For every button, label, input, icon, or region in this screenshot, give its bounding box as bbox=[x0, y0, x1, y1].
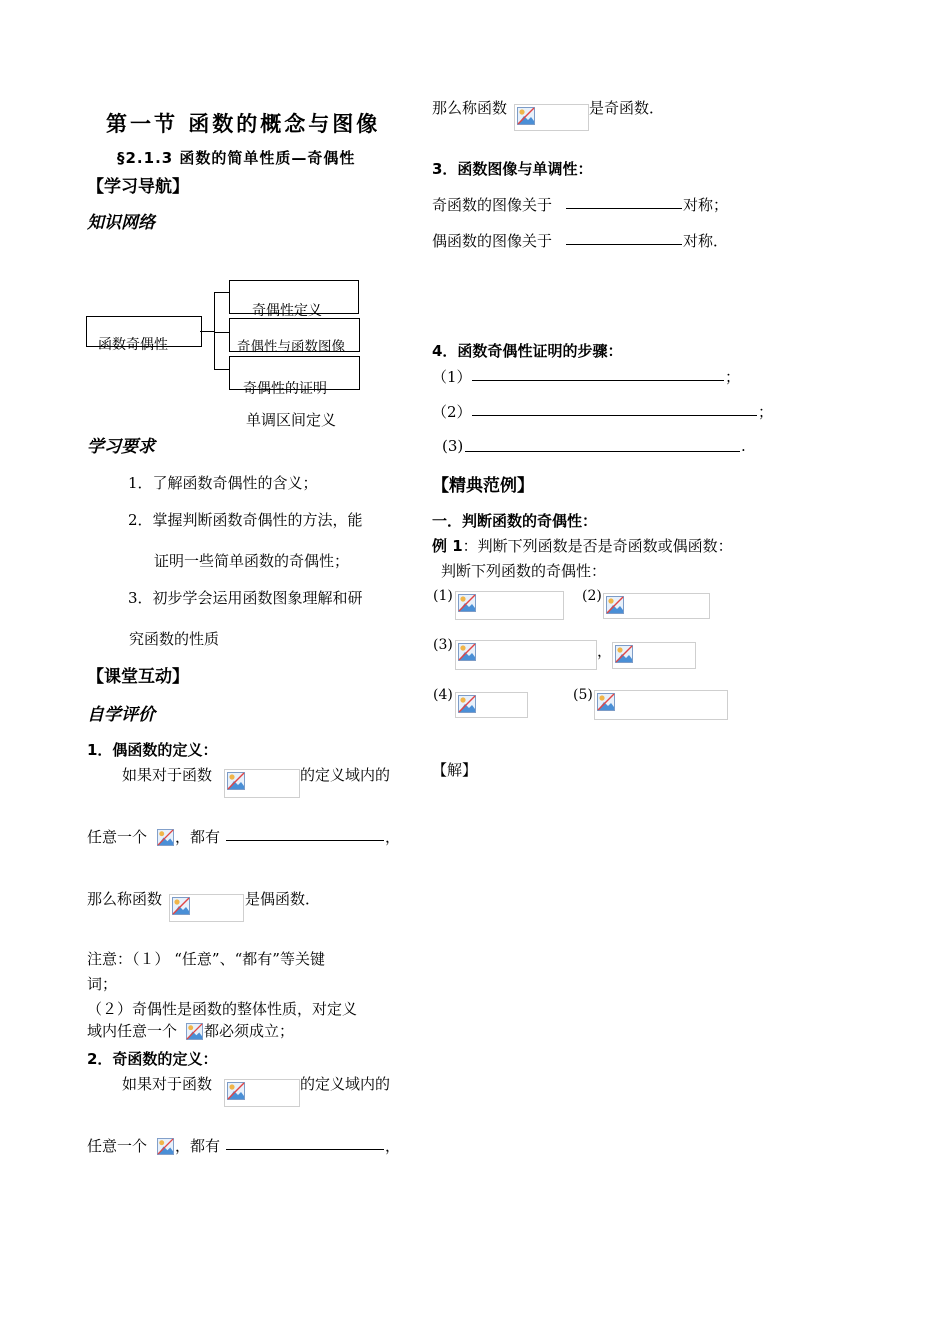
step-end: . bbox=[741, 437, 746, 455]
odd-def-blank[interactable] bbox=[226, 1135, 384, 1154]
formula-image bbox=[455, 640, 597, 670]
formula-image bbox=[169, 894, 244, 922]
graph-text: 对称． bbox=[683, 232, 729, 250]
graph-heading: 3．函数图像与单调性： bbox=[432, 160, 593, 178]
note-text: （２）奇偶性是函数的整体性质，对定义 bbox=[87, 1000, 358, 1018]
even-def-text: 任意一个 bbox=[87, 828, 148, 846]
diagram-connector bbox=[214, 292, 229, 293]
step-blank[interactable] bbox=[472, 366, 724, 385]
graph-blank[interactable] bbox=[566, 194, 682, 213]
step-blank[interactable] bbox=[472, 401, 757, 420]
page-title: 第一节 函数的概念与图像 bbox=[106, 111, 381, 136]
formula-image bbox=[224, 769, 300, 798]
broken-image-icon bbox=[186, 1023, 203, 1040]
diagram-root-label: 函数奇偶性 bbox=[98, 337, 168, 353]
even-def-text: ，都有 bbox=[175, 828, 221, 846]
broken-image-icon bbox=[615, 645, 633, 663]
example-1 bbox=[432, 535, 733, 556]
problem-comma: ， bbox=[597, 642, 613, 660]
problem-label: (2) bbox=[582, 588, 602, 604]
requirements-heading: 学习要求 bbox=[87, 437, 155, 457]
odd-def-text: 那么称函数 bbox=[432, 99, 508, 117]
problem-label: (5) bbox=[573, 687, 593, 703]
diagram-branch1-label: 奇偶性定义 bbox=[252, 303, 322, 319]
problem-label: (3) bbox=[433, 637, 453, 653]
even-def-text: 的定义域内的 bbox=[300, 766, 391, 784]
formula-image bbox=[455, 692, 528, 718]
network-heading: 知识网络 bbox=[87, 213, 155, 233]
requirement-2: 2．掌握判断函数奇偶性的方法，能 bbox=[128, 511, 363, 529]
note-text: 注意：（１） “任意”、“都有”等关键 bbox=[87, 950, 325, 968]
example-label: 例 1 bbox=[432, 537, 463, 555]
broken-image-icon bbox=[458, 594, 476, 612]
odd-def-text: 的定义域内的 bbox=[300, 1075, 391, 1093]
odd-def-text: 如果对于函数 bbox=[122, 1075, 213, 1093]
step-blank[interactable] bbox=[465, 437, 740, 456]
formula-image bbox=[612, 642, 696, 669]
judge-heading: 一．判断函数的奇偶性： bbox=[432, 512, 598, 530]
diagram-branch2-label: 奇偶性与函数图像 bbox=[237, 339, 345, 355]
odd-def-text: ， bbox=[385, 1137, 401, 1155]
broken-image-icon bbox=[227, 772, 245, 790]
even-def-heading: 1．偶函数的定义： bbox=[87, 741, 218, 759]
broken-image-icon bbox=[172, 897, 190, 915]
odd-def-text: 是奇函数． bbox=[589, 99, 665, 117]
diagram-connector bbox=[214, 292, 215, 370]
step-label: （1） bbox=[432, 368, 472, 386]
section-subtitle: §2.1.3 函数的简单性质—奇偶性 bbox=[117, 149, 356, 167]
examples-heading: 【精典范例】 bbox=[432, 476, 534, 496]
formula-image bbox=[455, 591, 564, 620]
note-text: 词； bbox=[87, 975, 118, 993]
broken-image-icon bbox=[517, 107, 535, 125]
problem-label: (1) bbox=[433, 588, 453, 604]
broken-image-icon bbox=[157, 1138, 174, 1155]
even-def-text: ， bbox=[385, 828, 401, 846]
formula-image bbox=[594, 690, 728, 720]
requirement-2-cont: 证明一些简单函数的奇偶性； bbox=[154, 552, 350, 570]
problem-label: (4) bbox=[433, 687, 453, 703]
step-end: ； bbox=[725, 368, 741, 386]
self-eval-heading: 自学评价 bbox=[87, 705, 155, 725]
requirement-1: 1．了解函数奇偶性的含义； bbox=[128, 474, 318, 492]
classroom-heading: 【课堂互动】 bbox=[87, 667, 189, 687]
odd-def-text: 任意一个 bbox=[87, 1137, 148, 1155]
step-label: （2） bbox=[432, 403, 472, 421]
broken-image-icon bbox=[597, 693, 615, 711]
broken-image-icon bbox=[458, 695, 476, 713]
broken-image-icon bbox=[157, 829, 174, 846]
example-text: ：判断下列函数是否是奇函数或偶函数： bbox=[462, 537, 733, 555]
diagram-connector bbox=[214, 369, 229, 370]
graph-text: 偶函数的图像关于 bbox=[432, 232, 553, 250]
broken-image-icon bbox=[606, 596, 624, 614]
even-def-text: 那么称函数 bbox=[87, 890, 163, 908]
solution-label: 【解】 bbox=[432, 761, 478, 779]
broken-image-icon bbox=[458, 643, 476, 661]
even-def-blank[interactable] bbox=[226, 826, 384, 845]
formula-image bbox=[603, 593, 710, 619]
odd-def-text: ，都有 bbox=[175, 1137, 221, 1155]
graph-blank[interactable] bbox=[566, 230, 682, 249]
steps-heading: 4．函数奇偶性证明的步骤： bbox=[432, 342, 623, 360]
graph-text: 奇函数的图像关于 bbox=[432, 196, 553, 214]
formula-image bbox=[514, 104, 589, 131]
even-def-text: 如果对于函数 bbox=[122, 766, 213, 784]
requirement-3: 3．初步学会运用函数图象理解和研 bbox=[128, 589, 363, 607]
guide-heading: 【学习导航】 bbox=[87, 177, 189, 197]
diagram-branch3-label: 奇偶性的证明 bbox=[243, 381, 327, 397]
requirement-3-cont: 究函数的性质 bbox=[129, 630, 220, 648]
note-text: 都必须成立； bbox=[204, 1022, 295, 1040]
example-sub: 判断下列函数的奇偶性： bbox=[441, 562, 607, 580]
step-end: ； bbox=[758, 403, 774, 421]
even-def-text: 是偶函数． bbox=[245, 890, 321, 908]
odd-def-heading: 2．奇函数的定义： bbox=[87, 1050, 218, 1068]
diagram-extra-label: 单调区间定义 bbox=[246, 411, 337, 429]
broken-image-icon bbox=[227, 1082, 245, 1100]
formula-image bbox=[224, 1079, 300, 1107]
diagram-connector bbox=[200, 331, 214, 332]
diagram-connector bbox=[214, 332, 229, 333]
note-text: 域内任意一个 bbox=[87, 1022, 178, 1040]
step-label: (3) bbox=[442, 437, 464, 455]
graph-text: 对称； bbox=[683, 196, 729, 214]
